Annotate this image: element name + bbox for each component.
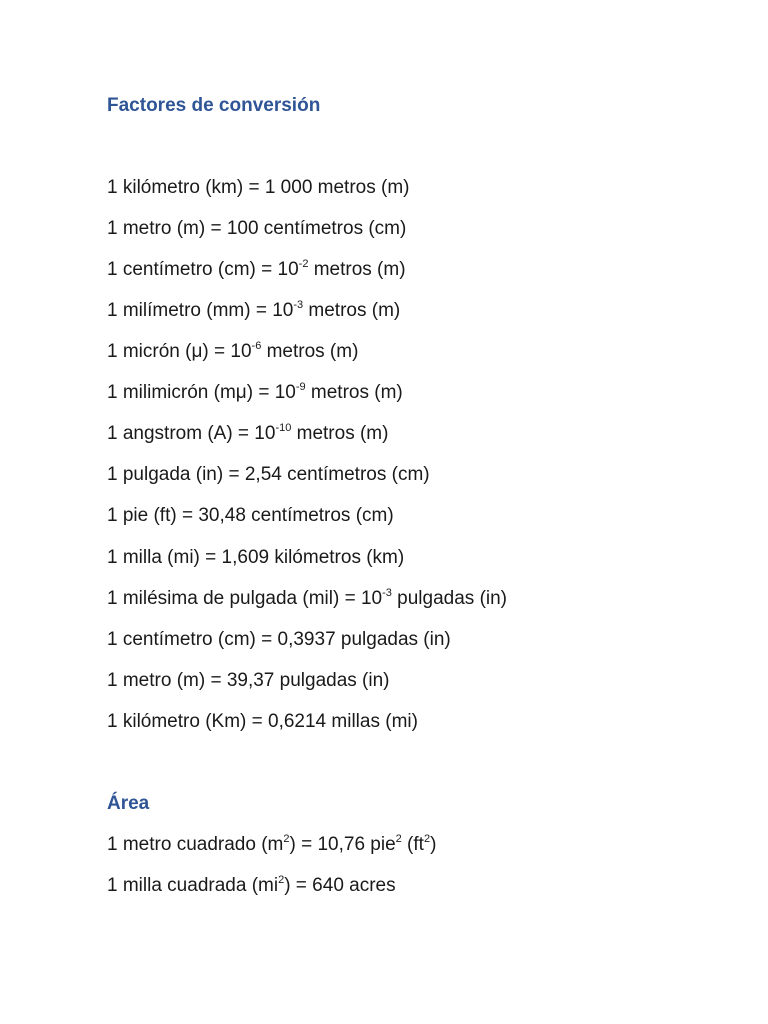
conversion-line	[107, 710, 418, 734]
conversion-line	[107, 669, 390, 693]
line-text: metros (m)	[305, 382, 403, 403]
conversion-line	[107, 422, 388, 446]
conversion-line	[107, 587, 507, 611]
line-text: 1 centímetro (cm) = 10	[107, 259, 299, 280]
conversion-line	[107, 258, 406, 282]
exponent: -2	[298, 258, 309, 270]
line-text: metros (m)	[308, 259, 406, 280]
line-text: ) = 640 acres	[284, 875, 396, 896]
exponent: 2	[278, 874, 285, 886]
conversion-line	[107, 176, 410, 200]
conversion-line	[107, 463, 430, 487]
conversion-line	[107, 546, 404, 570]
line-text: 1 milésima de pulgada (mil) = 10	[107, 588, 383, 609]
exponent: -3	[382, 587, 392, 599]
line-text: 1 metro (m) = 39,37 pulgadas (in)	[107, 670, 390, 691]
line-text: 1 centímetro (cm) = 0,3937 pulgadas (in)	[107, 629, 451, 650]
line-text: 1 milimicrón (mμ) = 10	[107, 382, 296, 403]
line-text: 1 milla cuadrada (mi	[107, 875, 279, 896]
line-text: pulgadas (in)	[391, 588, 508, 609]
line-text: metros (m)	[291, 423, 389, 444]
conversion-line	[107, 504, 394, 528]
line-text: metros (m)	[261, 341, 359, 362]
line-text: 1 angstrom (A) = 10	[107, 423, 276, 444]
exponent: 2	[395, 833, 402, 845]
line-text: 1 pie (ft) = 30,48 centímetros (cm)	[107, 505, 394, 526]
exponent: -3	[293, 299, 304, 311]
conversion-line	[107, 299, 400, 323]
line-text: 1 milímetro (mm) = 10	[107, 300, 294, 321]
line-text: 1 pulgada (in) = 2,54 centímetros (cm)	[107, 464, 430, 485]
exponent: 2	[283, 833, 290, 845]
line-text: ) = 10,76 pie	[289, 834, 396, 855]
conversion-line	[107, 340, 358, 364]
line-text: (ft	[401, 834, 424, 855]
exponent: -9	[295, 381, 306, 393]
line-text: 1 kilómetro (km) = 1 000 metros (m)	[107, 177, 410, 198]
conversion-line	[107, 628, 451, 652]
line-text: 1 kilómetro (Km) = 0,6214 millas (mi)	[107, 711, 418, 732]
line-text: )	[430, 834, 437, 855]
conversion-line	[107, 874, 396, 898]
conversion-line	[107, 833, 436, 857]
exponent: 2	[423, 833, 431, 845]
conversion-line	[107, 217, 406, 241]
line-text: 1 metro cuadrado (m	[107, 834, 284, 855]
exponent: -10	[275, 422, 292, 434]
section-heading: Factores de conversión	[107, 95, 321, 116]
line-text: 1 metro (m) = 100 centímetros (cm)	[107, 218, 407, 239]
line-text: metros (m)	[303, 300, 401, 321]
section-heading: Área	[107, 793, 150, 814]
line-text: 1 milla (mi) = 1,609 kilómetros (km)	[107, 547, 405, 568]
conversion-line	[107, 381, 403, 405]
exponent: -6	[251, 340, 262, 352]
line-text: 1 micrón (μ) = 10	[107, 341, 252, 362]
